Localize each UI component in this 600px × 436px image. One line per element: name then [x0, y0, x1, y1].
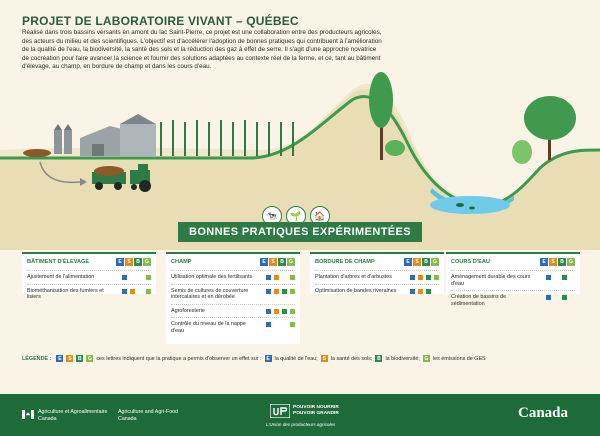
practice-label: Utilisation optimale des fertilisants: [171, 274, 253, 280]
practice-label: Optimisation de bandes riveraines: [315, 287, 397, 294]
effect-dots: [266, 321, 295, 327]
g-square: G: [287, 258, 295, 266]
b-square: B: [558, 258, 566, 266]
b-square: B: [422, 258, 430, 266]
plant-icon: 🌱: [286, 206, 306, 226]
page-title: PROJET DE LABORATOIRE VIVANT – QUÉBEC: [22, 14, 299, 28]
card-title: BÂTIMENT D'ÉLEVAGE: [27, 259, 90, 265]
effect-dots: [410, 288, 439, 294]
practice-row: [171, 284, 295, 304]
practice-label: Création de bassins de sédimentation: [451, 294, 507, 307]
e-square: E: [266, 355, 270, 362]
upa-line-2: POUVOIR GRANDIR: [293, 410, 339, 416]
legend-eau: la qualité de l'eau;: [274, 355, 318, 362]
e-square: E: [540, 258, 548, 266]
legend: [22, 355, 486, 362]
legend-sol: la santé des sols;: [330, 355, 373, 362]
footer-aafc-en: Agriculture and Agri-Food Canada: [118, 409, 179, 422]
card-legend-squares: [260, 258, 295, 266]
g-square: G: [143, 258, 151, 266]
practice-row: [451, 270, 575, 290]
upa-line-1: POUVOIR NOURRIR: [293, 405, 339, 410]
b-square: B: [278, 258, 286, 266]
b-square: B: [377, 355, 381, 362]
practice-label: Biométhanisation des fumiers et lisiers: [27, 287, 104, 301]
effect-dots: [266, 274, 295, 280]
g-square: G: [431, 258, 439, 266]
s-square: S: [322, 355, 326, 362]
card-batiment: [22, 252, 156, 301]
practice-label: Aménagement durable des cours d'eau: [451, 274, 531, 287]
practices-banner: BONNES PRATIQUES EXPÉRIMENTÉES: [178, 222, 422, 242]
g-square: G: [424, 355, 429, 362]
practice-label: Semis de cultures de couverture intercalaires et en dérobée: [171, 287, 249, 301]
s-square: S: [549, 258, 557, 266]
card-title: COURS D'EAU: [451, 259, 490, 265]
practice-label: Contrôle du niveau de la nappe d'eau: [171, 321, 246, 334]
legend-desc: ces lettres indiquent que la pratique a permis d'observer un effet sur :: [96, 355, 262, 362]
practice-row: [451, 290, 575, 310]
g-square: G: [87, 355, 92, 362]
effect-dots: [546, 274, 575, 280]
practice-row: [27, 270, 151, 284]
legend-ges: les émissions de GES: [432, 355, 486, 362]
card-title: CHAMP: [171, 259, 192, 265]
cow-icon: 🐄: [262, 206, 282, 226]
e-square: E: [58, 355, 62, 362]
practice-row: [171, 270, 295, 284]
b-square: B: [78, 355, 82, 362]
e-square: E: [404, 258, 412, 266]
card-legend-squares: [540, 258, 575, 266]
effect-dots: [122, 274, 151, 280]
e-square: E: [116, 258, 124, 266]
effect-dots: [410, 274, 439, 280]
legend-bio: la biodiversité;: [385, 355, 420, 362]
farm-icon: 🏠: [310, 206, 330, 226]
g-square: G: [567, 258, 575, 266]
footer-aafc-fr: Agriculture et Agroalimentaire Canada: [38, 409, 108, 422]
practice-label: Ajustement de l'alimentation: [27, 274, 95, 280]
s-square: S: [413, 258, 421, 266]
legend-label: LÉGENDE :: [22, 355, 52, 362]
card-cours-eau: [446, 252, 580, 307]
s-square: S: [269, 258, 277, 266]
card-legend-squares: [116, 258, 151, 266]
s-square: S: [125, 258, 133, 266]
card-title: BORDURE DE CHAMP: [315, 259, 375, 265]
card-champ: [166, 252, 300, 344]
practice-label: Agroforesterie: [171, 307, 205, 314]
practice-row: [315, 284, 439, 298]
s-square: S: [68, 355, 72, 362]
card-legend-squares: [404, 258, 439, 266]
upa-tagline: L'Union des producteurs agricoles: [266, 422, 336, 427]
effect-dots: [266, 288, 295, 294]
canada-flag-icon: [22, 410, 34, 419]
effect-dots: [122, 288, 151, 294]
b-square: B: [134, 258, 142, 266]
practice-row: [27, 284, 151, 304]
effect-dots: [546, 294, 575, 300]
practice-row: [171, 317, 295, 337]
effect-dots: [266, 308, 295, 314]
practice-label: Plantation d'arbres et d'arbustes: [315, 274, 392, 280]
intro-paragraph: Réalisé dans trois bassins versants en amont du lac Saint-Pierre, ce projet est une collaboration entre des producteurs agricoles, des acteurs du milieu et des scientifiques. L'objectif est d'accélérer l'adoption de bonnes pratiques qui contribuent à l'amélioration de la qualité de l'eau, la biodiversité, la santé des sols et la réduction des gaz à effet de serre. Il s'agit d'une approche novatrice de cocréation pour faire avancer la science et fournir des solutions adaptées au contexte réel de la ferme, et ce, tant au bâtiment d'élevage, au champ, en bordure de champ et dans les cours d'eau.: [22, 29, 382, 71]
canada-wordmark: Canada: [518, 405, 569, 421]
e-square: E: [260, 258, 268, 266]
practice-row: [171, 304, 295, 318]
practice-row: [315, 270, 439, 284]
card-bordure: [310, 252, 444, 294]
upa-logo: [270, 404, 290, 418]
